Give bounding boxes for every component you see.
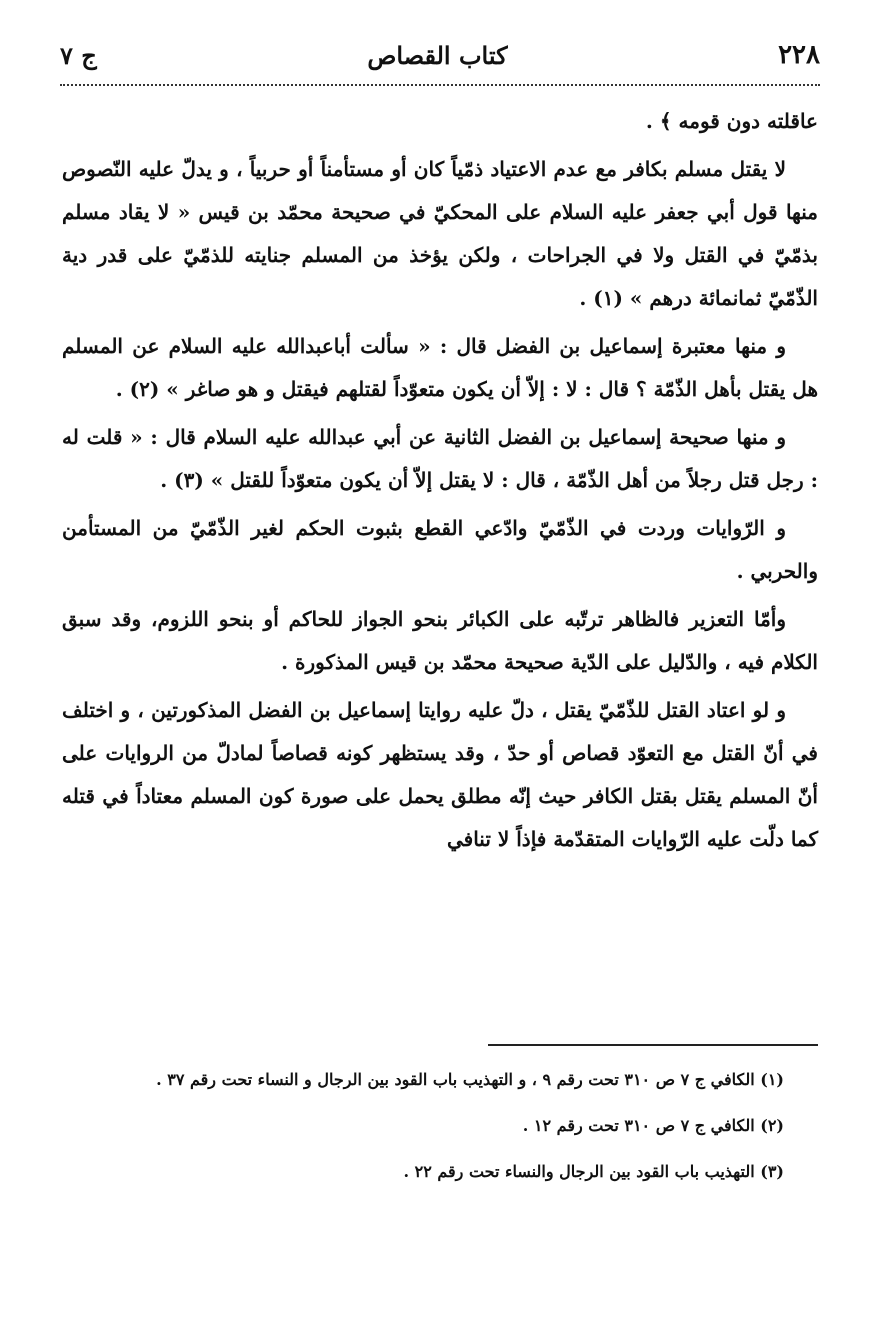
footnote: (٣) التهذيب باب القود بين الرجال والنساء تحت رقم ٢٢ . [403, 1162, 784, 1181]
footnote-separator [488, 1044, 818, 1046]
header-divider [60, 84, 820, 86]
paragraph: و الرّوايات وردت في الذّمّيّ وادّعي القطع بثبوت الحكم لغير الذّمّيّ من المستأمن والحربي . [62, 516, 818, 583]
paragraph: و لو اعتاد القتل للذّمّيّ يقتل ، دلّ عليه روايتا إسماعيل بن الفضل المذكورتين ، و اختلف في أنّ القتل مع التعوّد قصاص أو حدّ ، وقد يستظهر كونه قصاصاً لمادلّ من الروايات على أنّ المسلم يقتل بقتل الكافر حيث إنّه مطلق يحمل على صورة كون المسلم معتاداً في قتله كما دلّت عليه الرّوايات المتقدّمة فإذاً لا تنافي [62, 698, 818, 851]
page-header [60, 30, 820, 80]
page-number: ٢٢٨ [778, 40, 820, 70]
main-text [62, 100, 818, 866]
footnote: (١) الكافي ج ٧ ص ٣١٠ تحت رقم ٩ ، و التهذيب باب القود بين الرجال و النساء تحت رقم ٣٧ . [156, 1070, 784, 1089]
paragraph: و منها صحيحة إسماعيل بن الفضل الثانية عن أبي عبدالله عليه السلام قال : « قلت له : رجل قتل رجلاً من أهل الذّمّة ، قال : لا يقتل إلاّ أن يكون متعوّداً للقتل » (٣) . [62, 425, 818, 492]
footnotes [62, 1062, 818, 1200]
footnote: (٢) الكافي ج ٧ ص ٣١٠ تحت رقم ١٢ . [522, 1116, 784, 1135]
volume-label: ج ٧ [60, 40, 97, 70]
running-title: كتاب القصاص [367, 40, 508, 70]
paragraph: لا يقتل مسلم بكافر مع عدم الاعتياد ذمّياً كان أو مستأمناً أو حربياً ، و يدلّ عليه النّصوص منها قول أبي جعفر عليه السلام على المحكيّ في صحيحة محمّد بن قيس « لا يقاد مسلم بذمّيّ في القتل ولا في الجراحات ، ولكن يؤخذ من المسلم جنايته للذمّيّ على قدر دية الذّمّيّ ثمانمائة درهم » (١) . [62, 157, 818, 310]
paragraph: و منها معتبرة إسماعيل بن الفضل قال : « سألت أباعبدالله عليه السلام عن المسلم هل يقتل بأهل الذّمّة ؟ قال : لا : إلاّ أن يكون متعوّداً لقتلهم فيقتل و هو صاغر » (٢) . [62, 334, 818, 401]
paragraph: وأمّا التعزير فالظاهر ترتّبه على الكبائر بنحو الجواز للحاكم أو بنحو اللزوم، وقد سبق الكلام فيه ، والدّليل على الدّية صحيحة محمّد بن قيس المذكورة . [62, 607, 818, 674]
paragraph-continuation: عاقلته دون قومه ﴾ . [645, 109, 818, 133]
